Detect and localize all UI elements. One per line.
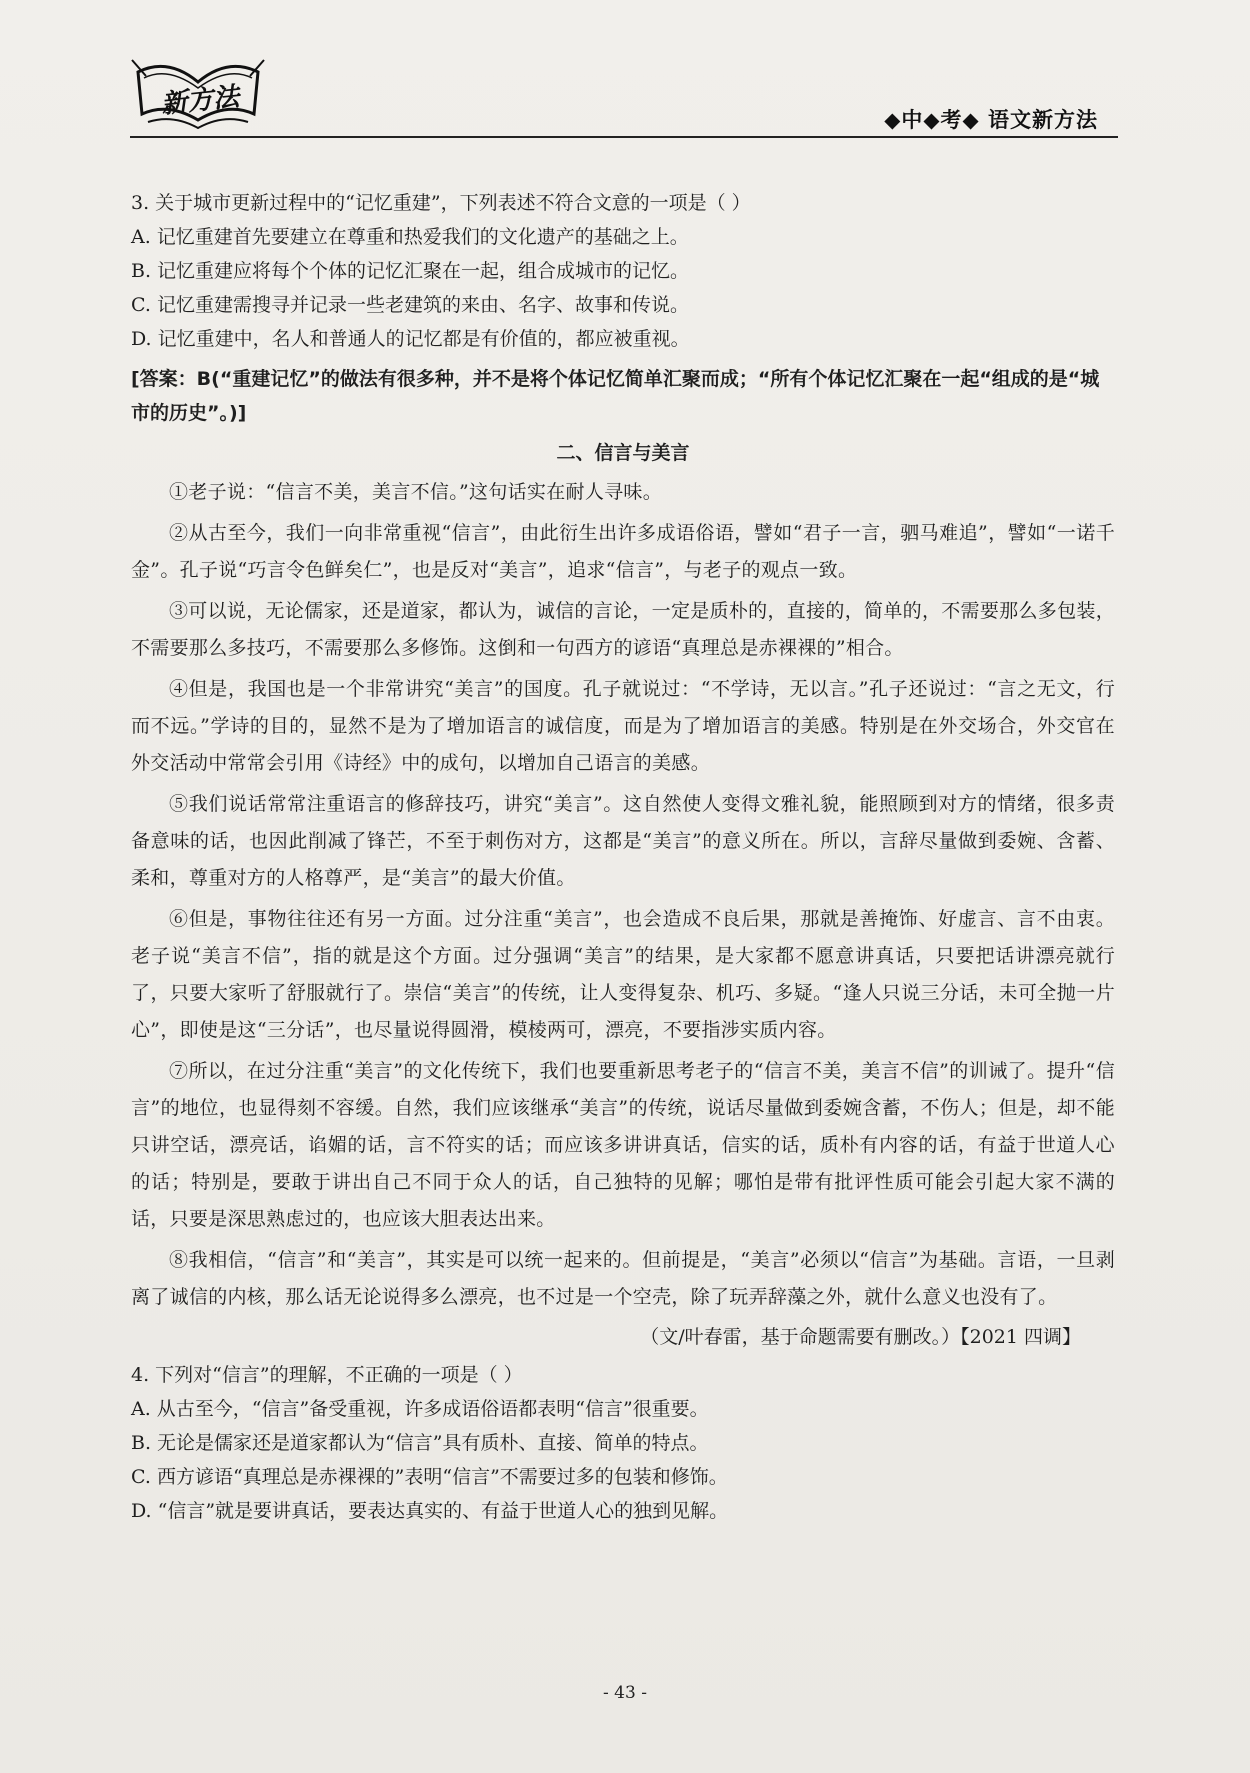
- question-4-option-b: B. 无论是儒家还是道家都认为“信言”具有质朴、直接、简单的特点。: [131, 1432, 709, 1454]
- question-4-stem: 4. 下列对“信言”的理解，不正确的一项是（ ）: [131, 1364, 523, 1386]
- paragraph-1: ①老子说：“信言不美，美言不信。”这句话实在耐人寻味。: [169, 481, 663, 503]
- paragraph-2: ②从古至今，我们一向非常重视“信言”，由此衍生出许多成语俗语，譬如“君子一言，驷马难追”，譬如“一诺千金”。孔子说“巧言令色鲜矣仁”，也是反对“美言”，追求“信言”，与老子的观点一致。: [131, 522, 1115, 581]
- paragraph-5: ⑤我们说话常常注重语言的修辞技巧，讲究“美言”。这自然使人变得文雅礼貌，能照顾到对方的情绪，很多责备意味的话，也因此削减了锋芒，不至于刺伤对方，这都是“美言”的意义所在。所以，言辞尽量做到委婉、含蓄、柔和，尊重对方的人格尊严，是“美言”的最大价值。: [131, 793, 1115, 889]
- question-4-option-d: D. “信言”就是要讲真话，要表达真实的、有益于世道人心的独到见解。: [131, 1500, 729, 1522]
- paragraph-7: ⑦所以，在过分注重“美言”的文化传统下，我们也要重新思考老子的“信言不美，美言不信”的训诫了。提升“信言”的地位，也显得刻不容缓。自然，我们应该继承“美言”的传统，说话尽量做到委婉含蓄，不伤人；但是，却不能只讲空话，漂亮话，谄媚的话，言不符实的话；而应该多讲讲真话，信实的话，质朴有内容的话，有益于世道人心的话；特别是，要敢于讲出自己不同于众人的话，自己独特的见解；哪怕是带有批评性质可能会引起大家不满的话，只要是深思熟虑过的，也应该大胆表达出来。: [131, 1060, 1115, 1230]
- main-content: [131, 186, 1115, 1528]
- question-3-stem: 3. 关于城市更新过程中的“记忆重建”，下列表述不符合文意的一项是（ ）: [131, 192, 751, 214]
- series-title: ◆中◆考◆ 语文新方法: [884, 108, 1098, 132]
- question-3-answer: [答案：B(“重建记忆”的做法有很多种，并不是将个体记忆简单汇聚而成；“所有个体记忆汇聚在一起“组成的是“城市的历史”。)]: [131, 368, 1100, 424]
- question-3-option-a: A. 记忆重建首先要建立在尊重和热爱我们的文化遗产的基础之上。: [131, 226, 689, 248]
- paragraph-6: ⑥但是，事物往往还有另一方面。过分注重“美言”，也会造成不良后果，那就是善掩饰、好虚言、言不由衷。老子说“美言不信”，指的就是这个方面。过分强调“美言”的结果，是大家都不愿意讲真话，只要把话讲漂亮就行了，只要大家听了舒服就行了。崇信“美言”的传统，让人变得复杂、机巧、多疑。“逢人只说三分话，未可全抛一片心”，即使是这“三分话”，也尽量说得圆滑，模棱两可，漂亮，不要指涉实质内容。: [131, 908, 1115, 1041]
- question-4-option-a: A. 从古至今，“信言”备受重视，许多成语俗语都表明“信言”很重要。: [131, 1398, 709, 1420]
- question-4-option-c: C. 西方谚语“真理总是赤裸裸的”表明“信言”不需要过多的包装和修饰。: [131, 1466, 728, 1488]
- question-3-option-b: B. 记忆重建应将每个个体的记忆汇聚在一起，组合成城市的记忆。: [131, 260, 690, 282]
- page-number: - 43 -: [603, 1683, 647, 1703]
- paragraph-3: ③可以说，无论儒家，还是道家，都认为，诚信的言论，一定是质朴的，直接的，简单的，不需要那么多包装，不需要那么多技巧，不需要那么多修饰。这倒和一句西方的谚语“真理总是赤裸裸的”相合。: [131, 600, 1115, 659]
- header-divider: [130, 136, 1118, 138]
- paragraph-8: ⑧我相信，“信言”和“美言”，其实是可以统一起来的。但前提是，“美言”必须以“信言”为基础。言语，一旦剥离了诚信的内核，那么话无论说得多么漂亮，也不过是一个空壳，除了玩弄辞藻之外，就什么意义也没有了。: [131, 1249, 1115, 1308]
- question-3-option-d: D. 记忆重建中，名人和普通人的记忆都是有价值的，都应被重视。: [131, 328, 690, 350]
- question-3-option-c: C. 记忆重建需搜寻并记录一些老建筑的来由、名字、故事和传说。: [131, 294, 689, 316]
- section-title: 二、信言与美言: [556, 442, 690, 464]
- article-source: （文/叶春雷，基于命题需要有删改。）【2021 四调】: [640, 1326, 1081, 1348]
- paragraph-4: ④但是，我国也是一个非常讲究“美言”的国度。孔子就说过：“不学诗，无以言。”孔子还说过：“言之无文，行而不远。”学诗的目的，显然不是为了增加语言的诚信度，而是为了增加语言的美感。特别是在外交场合，外交官在外交活动中常常会引用《诗经》中的成句，以增加自己语言的美感。: [131, 678, 1115, 774]
- logo-text: 新方法: [159, 81, 241, 120]
